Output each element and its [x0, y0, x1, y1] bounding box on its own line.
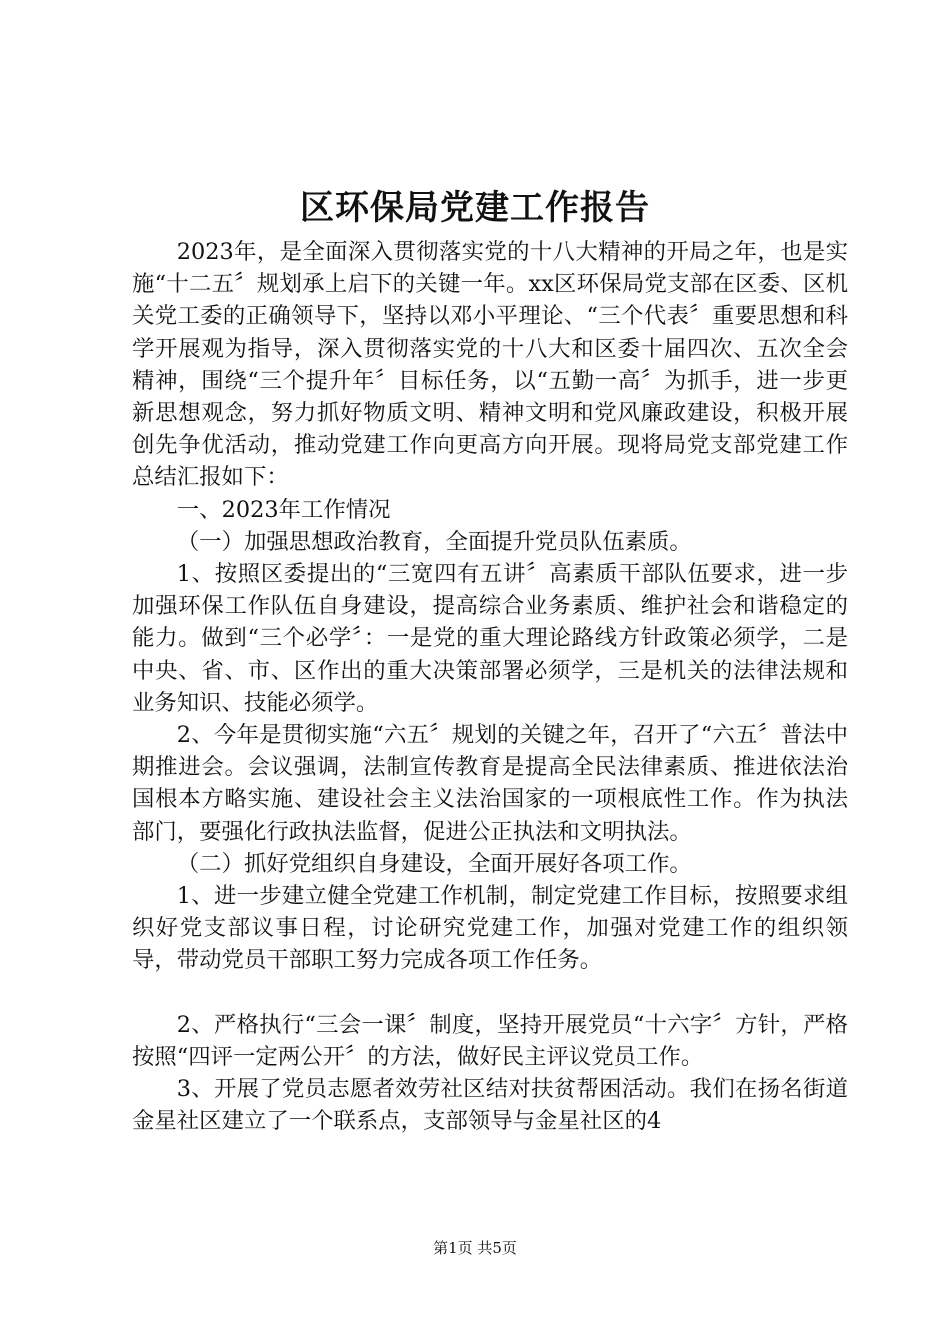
paragraph-item: 1、进一步建立健全党建工作机制，制定党建工作目标，按照要求组织好党支部议事日程，讨论研究党建工作，加强对党建工作的组织领导，带动党员干部职工努力完成各项工作任务。 — [132, 883, 848, 974]
paragraph-intro: 2023年，是全面深入贯彻落实党的十八大精神的开局之年，也是实施“十二五〞规划承上启下的关键一年。xx区环保局党支部在区委、区机关党工委的正确领导下，坚持以邓小平理论、“三个代表〞重要思想和科学开展观为指导，深入贯彻落实党的十八大和区委十届四次、五次全会精神，围绕“三个提升年〞目标任务，以“五勤一高〞为抓手，进一步更新思想观念，努力抓好物质文明、精神文明和党风廉政建设，积极开展创先争优活动，推动党建工作向更高方向开展。现将局党支部党建工作总结汇报如下： — [132, 239, 848, 491]
paragraph-item: 2、严格执行“三会一课〞制度，坚持开展党员“十六字〞方针，严格按照“四评一定两公开〞的方法，做好民主评议党员工作。 — [132, 1011, 848, 1070]
page-number-footer: 第1页 共5页 — [433, 1239, 517, 1257]
document-title: 区环保局党建工作报告 — [300, 188, 650, 228]
subsection-heading-2: （二）抓好党组织自身建设，全面开展好各项工作。 — [176, 850, 692, 877]
section-heading-1: 一、2023年工作情况 — [176, 496, 391, 523]
subsection-heading-1: （一）加强思想政治教育，全面提升党员队伍素质。 — [176, 528, 692, 555]
document-body — [132, 236, 848, 1137]
paragraph-item: 3、开展了党员志愿者效劳社区结对扶贫帮困活动。我们在扬名街道金星社区建立了一个联系点，支部领导与金星社区的4 — [132, 1076, 848, 1135]
paragraph-item: 1、按照区委提出的“三宽四有五讲〞高素质干部队伍要求，进一步加强环保工作队伍自身建设，提高综合业务素质、维护社会和谐稳定的能力。做到“三个必学〞：一是党的重大理论路线方针政策必须学，二是中央、省、市、区作出的重大决策部署必须学，三是机关的法律法规和业务知识、技能必须学。 — [132, 561, 848, 716]
paragraph-item: 2、今年是贯彻实施“六五〞规划的关键之年，召开了“六五〞普法中期推进会。会议强调，法制宣传教育是提高全民法律素质、推进依法治国根本方略实施、建设社会主义法治国家的一项根底性工作。作为执法部门，要强化行政执法监督，促进公正执法和文明执法。 — [132, 722, 848, 845]
